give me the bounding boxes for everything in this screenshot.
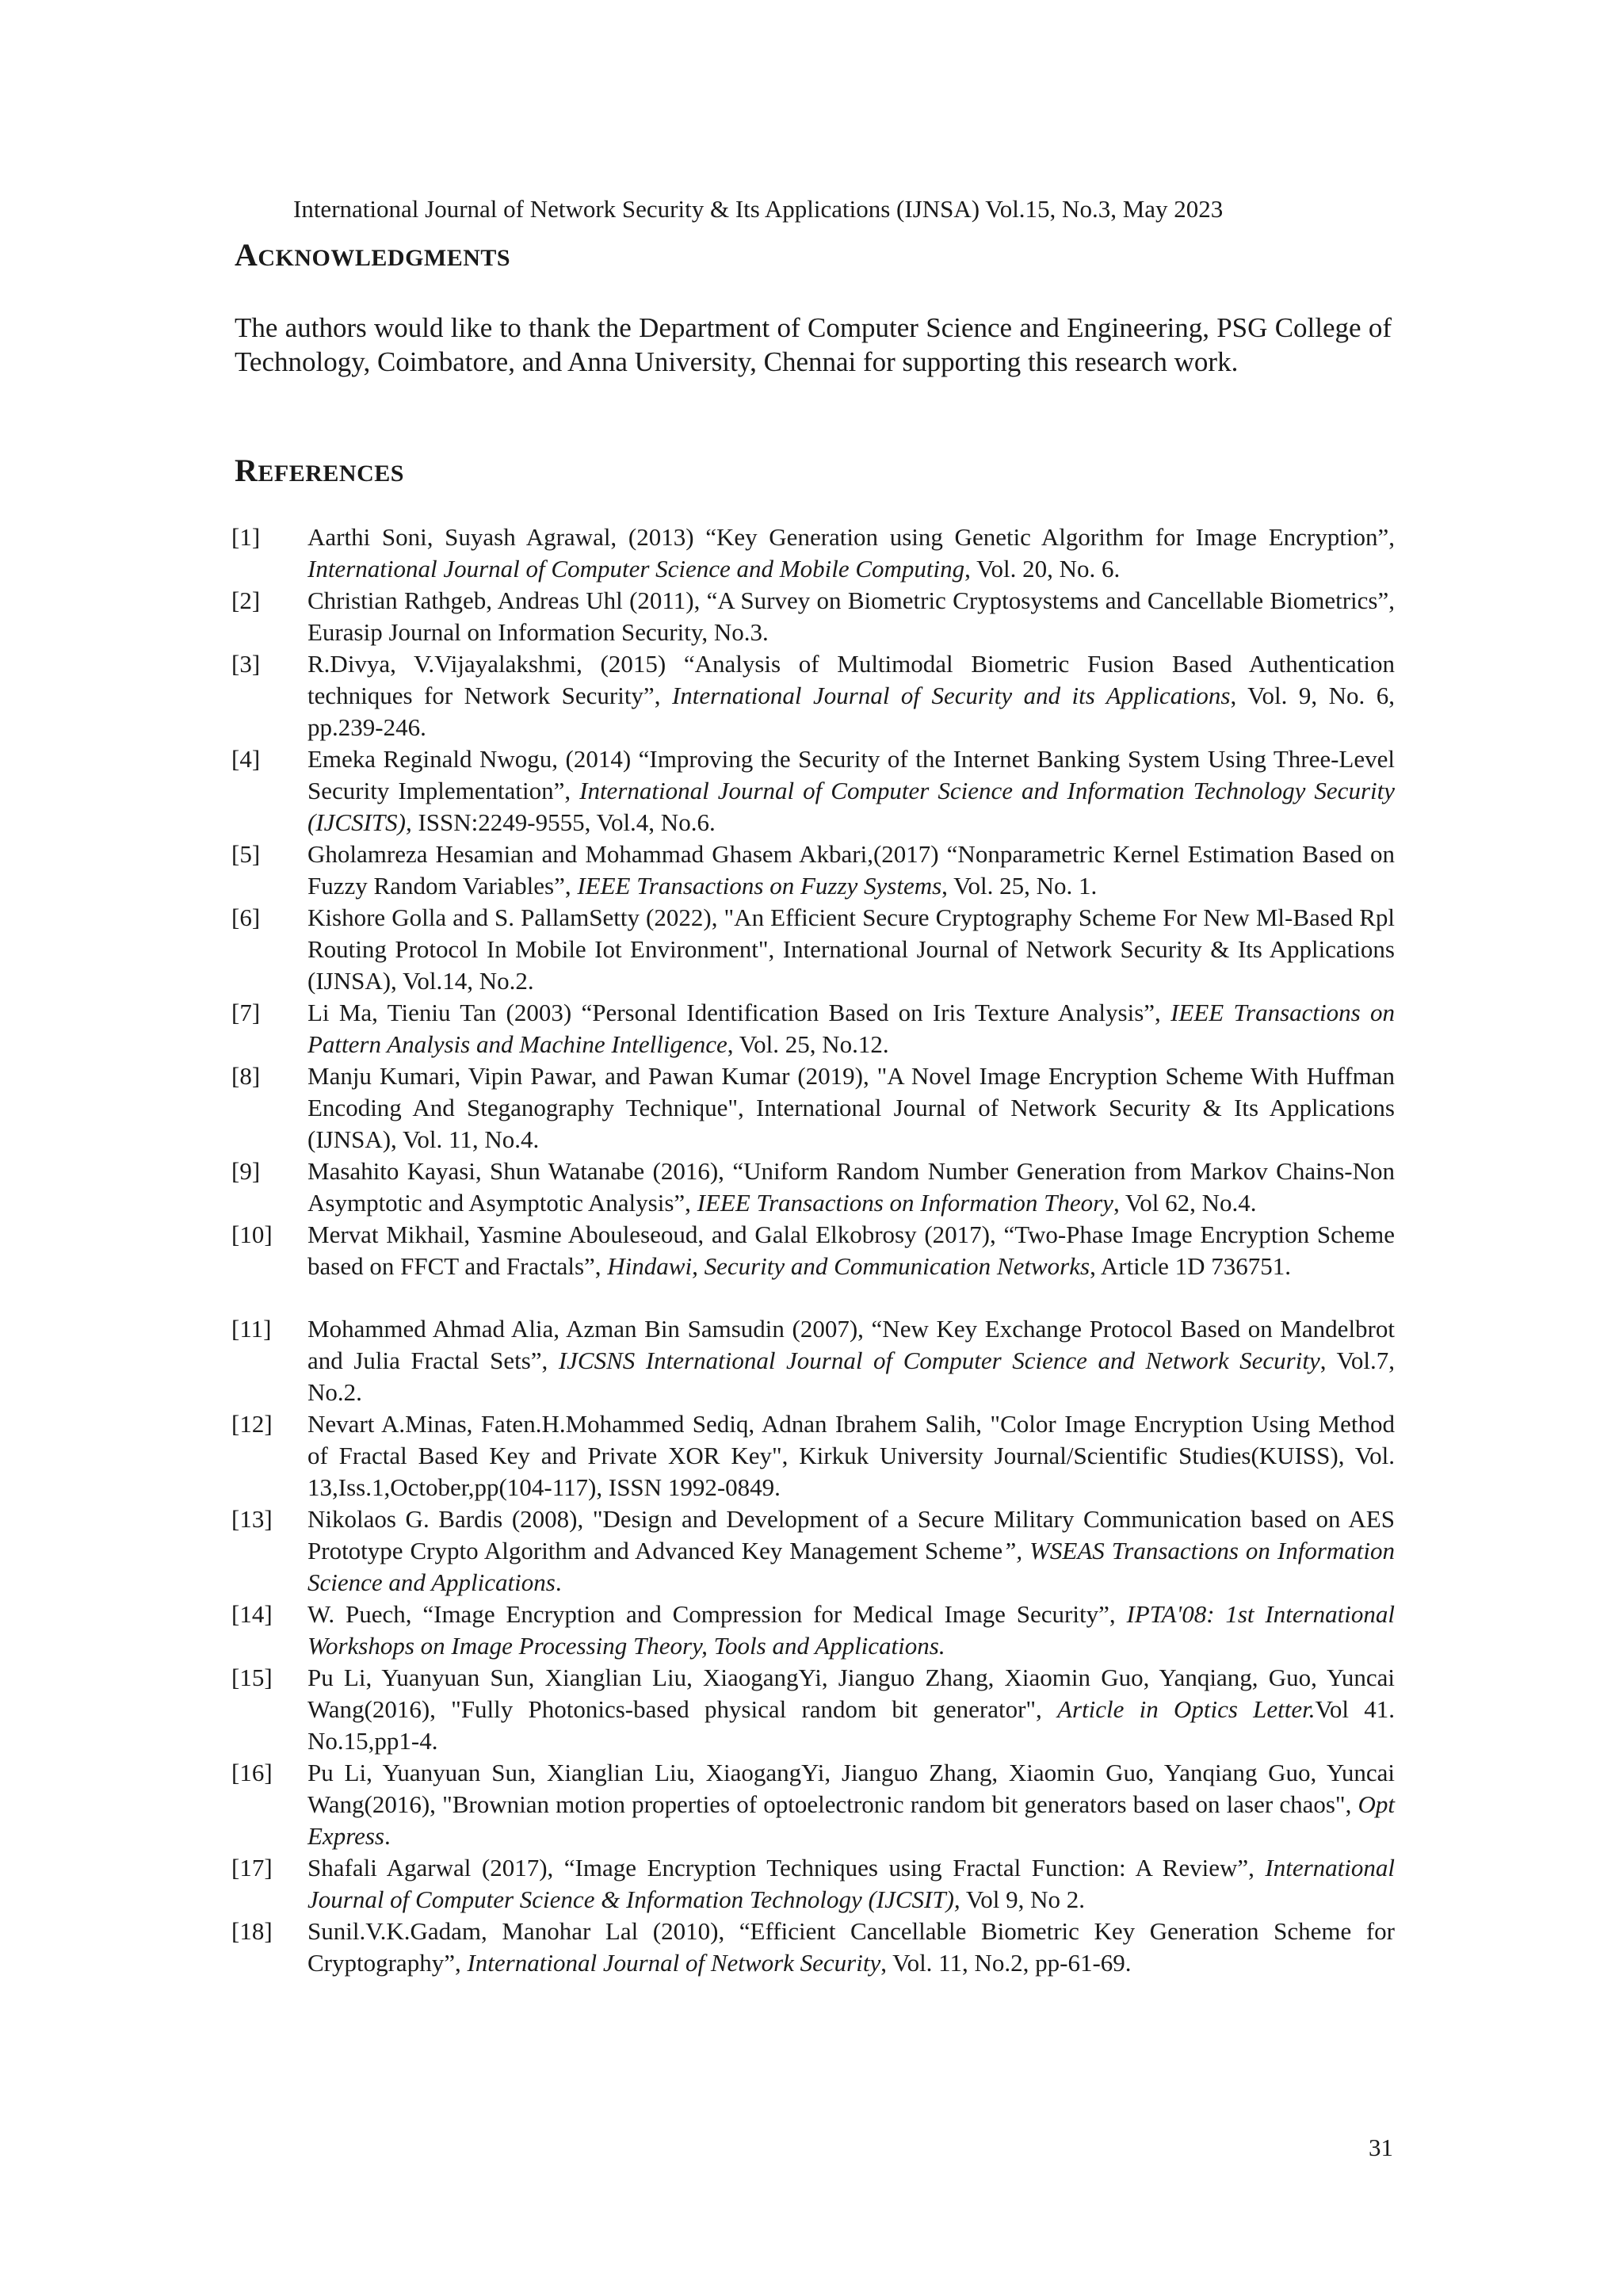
- reference-item: [231, 1662, 1395, 1757]
- reference-text-run: .: [384, 1822, 391, 1850]
- reference-text: [307, 1505, 1395, 1596]
- acknowledgments-heading: [235, 238, 510, 276]
- reference-venue: IPTA'08: 1st International Workshops on Image Processing Theory, Tools and Applications.: [307, 1600, 1395, 1660]
- acknowledgments-heading-initial: A: [235, 237, 258, 273]
- reference-text: [307, 1221, 1395, 1280]
- reference-item: [231, 1916, 1395, 1979]
- reference-text: [307, 650, 1395, 741]
- reference-number: [10]: [231, 1221, 273, 1248]
- reference-text: [307, 1315, 1395, 1406]
- reference-item: [231, 1757, 1395, 1852]
- reference-number: [8]: [231, 1062, 261, 1090]
- reference-venue: IEEE Transactions on Fuzzy Systems: [577, 872, 942, 900]
- reference-number: [4]: [231, 745, 261, 773]
- reference-text-run: Li Ma, Tieniu Tan (2003) “Personal Identification Based on Iris Texture Analysis”,: [307, 999, 1171, 1026]
- reference-text-run: Pu Li, Yuanyuan Sun, Xianglian Liu, XiaogangYi, Jianguo Zhang, Xiaomin Guo, Yanqiang Guo, Yuncai Wang(2016), "Brownian motion properties of optoelectronic random bit generators based on laser chaos",: [307, 1759, 1395, 1818]
- reference-number: [9]: [231, 1157, 261, 1185]
- reference-number: [6]: [231, 904, 261, 931]
- reference-text-run: Aarthi Soni, Suyash Agrawal, (2013) “Key Generation using Genetic Algorithm for Image Encryption”,: [307, 523, 1395, 551]
- reference-text-run: W. Puech, “Image Encryption and Compression for Medical Image Security”,: [307, 1600, 1127, 1628]
- reference-number: [2]: [231, 586, 261, 614]
- reference-item: [231, 585, 1395, 648]
- reference-text-run: Gholamreza Hesamian and Mohammad Ghasem Akbari,(2017) “Nonparametric Kernel Estimation Based on Fuzzy Random Variables”,: [307, 840, 1395, 900]
- reference-item: [231, 1408, 1395, 1503]
- reference-number: [1]: [231, 523, 261, 551]
- acknowledgments-heading-rest: CKNOWLEDGMENTS: [258, 245, 511, 271]
- reference-text-run: , Vol. 11, No.2, pp-61-69.: [880, 1949, 1132, 1977]
- reference-venue: International Journal of Computer Science & Information Technology (IJCSIT),: [307, 1854, 1395, 1913]
- reference-venue: IEEE Transactions on Information Theory: [697, 1189, 1113, 1217]
- reference-item: [231, 648, 1395, 743]
- reference-item: [231, 839, 1395, 902]
- reference-text-run: ISSN:2249-9555, Vol.4, No.6.: [411, 808, 716, 836]
- references-heading-rest: EFERENCES: [258, 460, 404, 487]
- reference-text: [307, 1062, 1395, 1153]
- reference-text-run: , Vol. 20, No. 6.: [964, 555, 1121, 583]
- reference-text-run: , Article 1D 736751.: [1090, 1252, 1292, 1280]
- reference-venue: Hindawi, Security and Communication Networks: [607, 1252, 1090, 1280]
- reference-venue: ”, WSEAS Transactions on Information Science and Applications: [307, 1537, 1395, 1596]
- reference-item: [231, 1313, 1395, 1408]
- reference-text: [307, 1157, 1395, 1217]
- reference-item: [231, 997, 1395, 1060]
- reference-item: [231, 1060, 1395, 1156]
- reference-text: [307, 1600, 1395, 1660]
- running-head: International Journal of Network Security & Its Applications (IJNSA) Vol.15, No.3, May 2023: [293, 195, 1224, 223]
- reference-text-run: , Vol. 25, No. 1.: [941, 872, 1098, 900]
- reference-text: [307, 1759, 1395, 1850]
- reference-number: [12]: [231, 1410, 273, 1438]
- reference-text-run: Vol 9, No 2.: [960, 1885, 1086, 1913]
- reference-item: [231, 1156, 1395, 1219]
- reference-item: [231, 521, 1395, 585]
- reference-venue: International Journal of Computer Science and Information Technology Security (IJCSITS),: [307, 777, 1395, 836]
- reference-item: [231, 1503, 1395, 1599]
- references-heading-initial: R: [235, 453, 258, 488]
- reference-number: [18]: [231, 1917, 273, 1945]
- reference-venue: International Journal of Computer Science and Mobile Computing: [307, 555, 965, 583]
- reference-text: [307, 1410, 1395, 1501]
- reference-text: [307, 840, 1395, 900]
- reference-text: [307, 745, 1395, 836]
- reference-venue: International Journal of Security and its Applications: [671, 682, 1231, 709]
- reference-text: [307, 904, 1395, 995]
- reference-text: [307, 1664, 1395, 1755]
- reference-number: [17]: [231, 1854, 273, 1881]
- reference-venue: IJCSNS International Journal of Computer Science and Network Security: [558, 1347, 1320, 1374]
- reference-number: [7]: [231, 999, 261, 1026]
- reference-text: [307, 1917, 1395, 1977]
- reference-text-run: Mervat Mikhail, Yasmine Abouleseoud, and Galal Elkobrosy (2017), “Two-Phase Image Encryption Scheme based on FFCT and Fractals”,: [307, 1221, 1395, 1280]
- reference-text-run: Shafali Agarwal (2017), “Image Encryption Techniques using Fractal Function: A Review”,: [307, 1854, 1266, 1881]
- reference-text-run: Vol 41. No.15,pp1-4.: [307, 1695, 1395, 1755]
- reference-number: [3]: [231, 650, 261, 678]
- references-heading: [235, 453, 404, 491]
- reference-item: [231, 902, 1395, 997]
- acknowledgments-text: The authors would like to thank the Department of Computer Science and Engineering, PSG College of Technology, Coimbatore, and Anna University, Chennai for supporting this research work.: [235, 312, 1392, 377]
- reference-list: [231, 521, 1395, 1979]
- reference-text-run: R.Divya, V.Vijayalakshmi, (2015) “Analysis of Multimodal Biometric Fusion Based Authentication techniques for Network Security”,: [307, 650, 1395, 709]
- reference-text-run: Kishore Golla and S. PallamSetty (2022), "An Efficient Secure Cryptography Scheme For New Ml-Based Rpl Routing Protocol In Mobile Iot Environment", International Journal of Network Security & Its Applications (IJNSA), Vol.14, No.2.: [307, 904, 1395, 995]
- reference-text-run: .: [555, 1568, 562, 1596]
- reference-venue: IEEE Transactions on Pattern Analysis and Machine Intelligence: [307, 999, 1395, 1058]
- reference-text-run: , Vol 62, No.4.: [1113, 1189, 1257, 1217]
- reference-item: [231, 1599, 1395, 1662]
- reference-text-run: , Vol. 25, No.12.: [727, 1030, 889, 1058]
- reference-text-run: Christian Rathgeb, Andreas Uhl (2011), “A Survey on Biometric Cryptosystems and Cancellable Biometrics”, Eurasip Journal on Information Security, No.3.: [307, 586, 1395, 646]
- reference-item: [231, 1219, 1395, 1282]
- reference-number: [13]: [231, 1505, 273, 1533]
- reference-text-run: Nikolaos G. Bardis (2008), "Design and Development of a Secure Military Communication based on AES Prototype Crypto Algorithm and Advanced Key Management Scheme: [307, 1505, 1395, 1564]
- reference-number: [16]: [231, 1759, 273, 1786]
- reference-number: [11]: [231, 1315, 272, 1343]
- reference-text: [307, 999, 1395, 1058]
- reference-number: [15]: [231, 1664, 273, 1691]
- reference-text-run: Nevart A.Minas, Faten.H.Mohammed Sediq, Adnan Ibrahem Salih, "Color Image Encryption Using Method of Fractal Based Key and Private XOR Key", Kirkuk University Journal/Scientific Studies(KUISS), Vol. 13,Iss.1,October,pp(104-117), ISSN 1992-0849.: [307, 1410, 1395, 1501]
- reference-text: [307, 523, 1395, 583]
- reference-venue: Opt Express: [307, 1790, 1395, 1850]
- reference-venue: International Journal of Network Security: [467, 1949, 881, 1977]
- reference-text: [307, 586, 1395, 646]
- reference-venue: Article in Optics Letter.: [1057, 1695, 1316, 1723]
- reference-number: [14]: [231, 1600, 273, 1628]
- reference-number: [5]: [231, 840, 261, 868]
- reference-text-run: , Vol. 9, No. 6, pp.239-246.: [307, 682, 1395, 741]
- reference-item: [231, 1852, 1395, 1916]
- reference-text-run: Emeka Reginald Nwogu, (2014) “Improving the Security of the Internet Banking System Using Three-Level Security Implementation”,: [307, 745, 1395, 804]
- reference-text-run: Mohammed Ahmad Alia, Azman Bin Samsudin (2007), “New Key Exchange Protocol Based on Mandelbrot and Julia Fractal Sets”,: [307, 1315, 1395, 1374]
- reference-item: [231, 743, 1395, 839]
- reference-text-run: Manju Kumari, Vipin Pawar, and Pawan Kumar (2019), "A Novel Image Encryption Scheme With Huffman Encoding And Steganography Technique", International Journal of Network Security & Its Applications (IJNSA), Vol. 11, No.4.: [307, 1062, 1395, 1153]
- reference-text: [307, 1854, 1395, 1913]
- reference-text-run: Pu Li, Yuanyuan Sun, Xianglian Liu, XiaogangYi, Jianguo Zhang, Xiaomin Guo, Yanqiang, Guo, Yuncai Wang(2016), "Fully Photonics-based physical random bit generator",: [307, 1664, 1395, 1723]
- reference-text-run: Sunil.V.K.Gadam, Manohar Lal (2010), “Efficient Cancellable Biometric Key Generation Scheme for Cryptography”,: [307, 1917, 1395, 1977]
- reference-text-run: , Vol.7, No.2.: [307, 1347, 1395, 1406]
- reference-text-run: Masahito Kayasi, Shun Watanabe (2016), “Uniform Random Number Generation from Markov Chains-Non Asymptotic and Asymptotic Analysis”,: [307, 1157, 1395, 1217]
- page-number: 31: [1369, 2134, 1393, 2161]
